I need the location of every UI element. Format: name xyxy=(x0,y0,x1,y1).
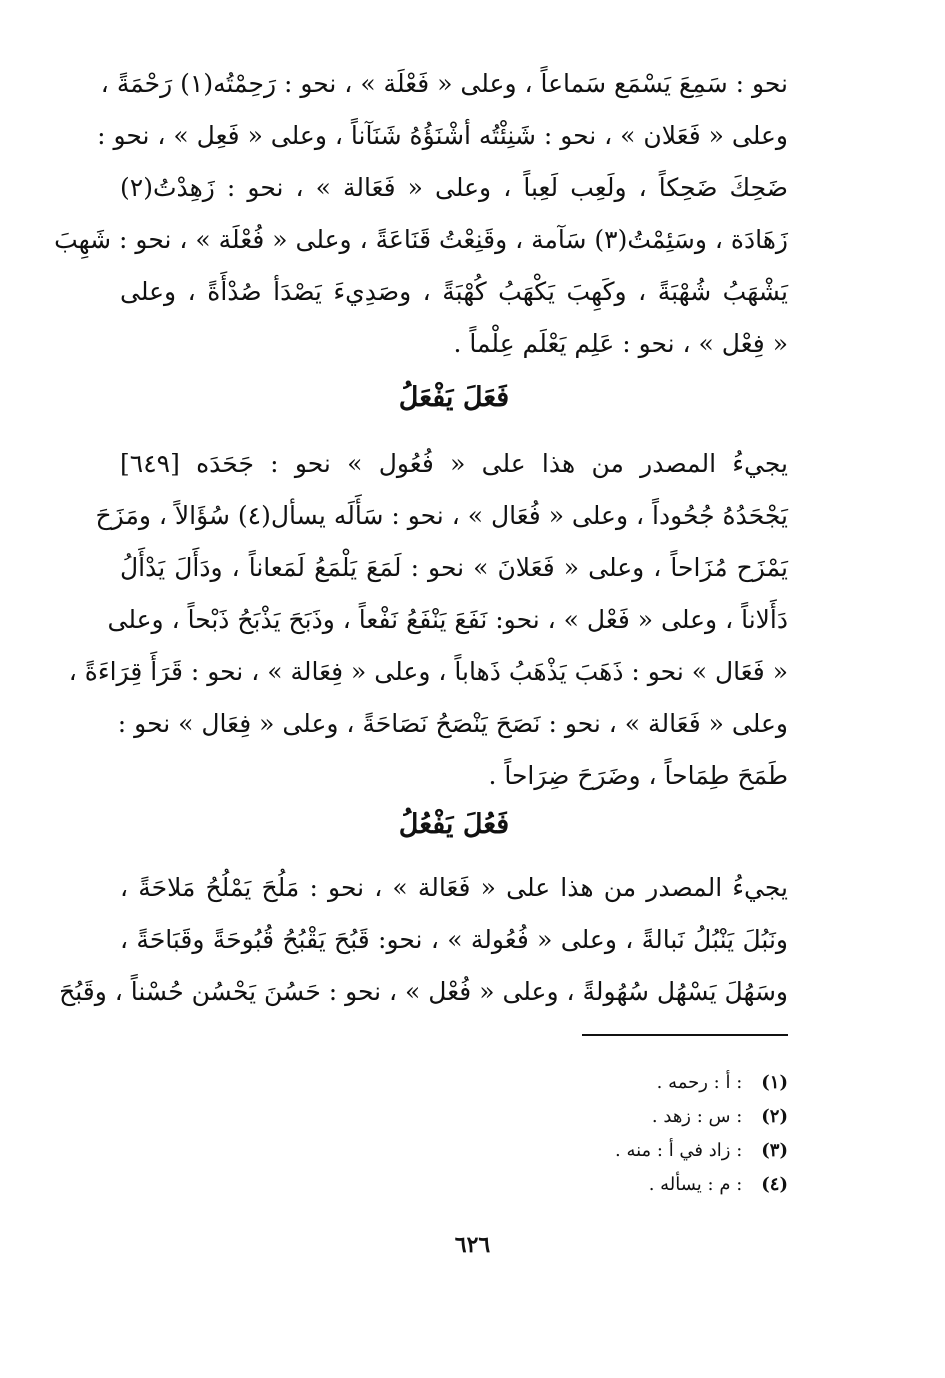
footnote-text: : أ : رحمه . xyxy=(656,1072,743,1093)
text-line: طَمَحَ طِمَاحاً ، وضَرَحَ ضِرَاحاً . xyxy=(488,761,788,790)
text-line: يَشْهَبُ شُهْبَةً ، وكَهِبَ يَكْهَبُ كُهْبَةً ، وصَدِيءَ يَصْدَأ صُدْأَةً ، وعلى xyxy=(120,277,788,306)
footnote-number: (١) xyxy=(761,1072,788,1093)
footnote-text: : زاد في أ : منه . xyxy=(615,1140,743,1161)
footnotes xyxy=(470,1066,788,1202)
text-line: ضَحِكَ ضَحِكاً ، ولَعِب لَعِباً ، وعلى « فَعَالة » ، نحو : زَهِدْتُ(٢) xyxy=(120,173,788,202)
paragraph-3 xyxy=(59,862,788,1018)
paragraph-1 xyxy=(54,58,788,370)
paragraph-2 xyxy=(68,438,788,802)
text-line: دَأَلاناً ، وعلى « فَعْل » ، نحو: نَفَعَ يَنْفَعُ نَفْعاً ، وذَبَحَ يَذْبَحُ ذَبْحاً ، وعلى xyxy=(107,605,788,634)
footnote-number: (٢) xyxy=(761,1106,788,1127)
text-line: وعلى « فَعَلان » ، نحو : شَنِئْتُه أشْنَؤُهُ شَنَآناً ، وعلى « فَعِل » ، نحو : xyxy=(97,121,788,150)
text-line: يجيءُ المصدر من هذا على « فُعُول » نحو : جَحَدَه [٦٤٩] xyxy=(120,449,788,478)
footnote-divider xyxy=(582,1034,788,1036)
text-line: « فِعْل » ، نحو : عَلِم يَعْلَم عِلْماً . xyxy=(453,329,788,358)
section-heading-2: فَعُلَ يَفْعُلُ xyxy=(398,809,510,840)
text-line: ونَبُلَ يَنْبُلُ نَبالةً ، وعلى « فُعُولة » ، نحو: قَبُحَ يَقْبُحُ قُبُوحَةً وقَبَاحَةً ، xyxy=(120,925,788,954)
page-number: ٦٢٦ xyxy=(454,1232,491,1258)
footnote-text: : م : يسأله . xyxy=(648,1174,743,1195)
text-line: يجيءُ المصدر من هذا على « فَعَالة » ، نحو : مَلُحَ يَمْلُحُ مَلاحَةً ، xyxy=(120,873,788,902)
text-line: نحو : سَمِعَ يَسْمَع سَماعاً ، وعلى « فَعْلَة » ، نحو : رَحِمْتُه(١) رَحْمَةً ، xyxy=(100,69,788,98)
text-line: وسَهُلَ يَسْهُل سُهُولةً ، وعلى « فُعْل » ، نحو : حَسُنَ يَحْسُن حُسْناً ، وقَبُحَ xyxy=(59,977,788,1006)
text-line: زَهَادَة ، وسَئِمْتُ(٣) سَآمة ، وقَنِعْتُ قَنَاعَةً ، وعلى « فُعْلَة » ، نحو : شَهِبَ xyxy=(54,225,788,254)
text-line: « فَعَال » نحو : ذَهَبَ يَذْهَبُ ذَهاباً ، وعلى « فِعَالة » ، نحو : قَرَأَ قِرَاءَةً ، xyxy=(68,657,788,686)
footnote-number: (٤) xyxy=(761,1174,788,1195)
section-heading-1: فَعَلَ يَفْعَلُ xyxy=(398,382,510,413)
footnote-item xyxy=(470,1134,788,1168)
text-line: يَمْزَح مُزَاحاً ، وعلى « فَعَلانَ » نحو : لَمَعَ يَلْمَعُ لَمَعاناً ، ودَأَلَ يَدْأَلُ xyxy=(120,553,788,582)
footnote-item xyxy=(470,1168,788,1202)
text-line: يَجْحَدُهُ جُحُوداً ، وعلى « فُعَال » ، نحو : سَأَلَه يسأل(٤) سُؤَالاً ، ومَزَحَ xyxy=(95,501,788,530)
footnote-number: (٣) xyxy=(761,1140,788,1161)
footnote-item xyxy=(470,1066,788,1100)
footnote-item xyxy=(470,1100,788,1134)
footnote-text: : س : زهد . xyxy=(651,1106,743,1127)
text-line: وعلى « فَعَالة » ، نحو : نَصَحَ يَنْصَحُ نَصَاحَةً ، وعلى « فِعَال » نحو : xyxy=(117,709,788,738)
